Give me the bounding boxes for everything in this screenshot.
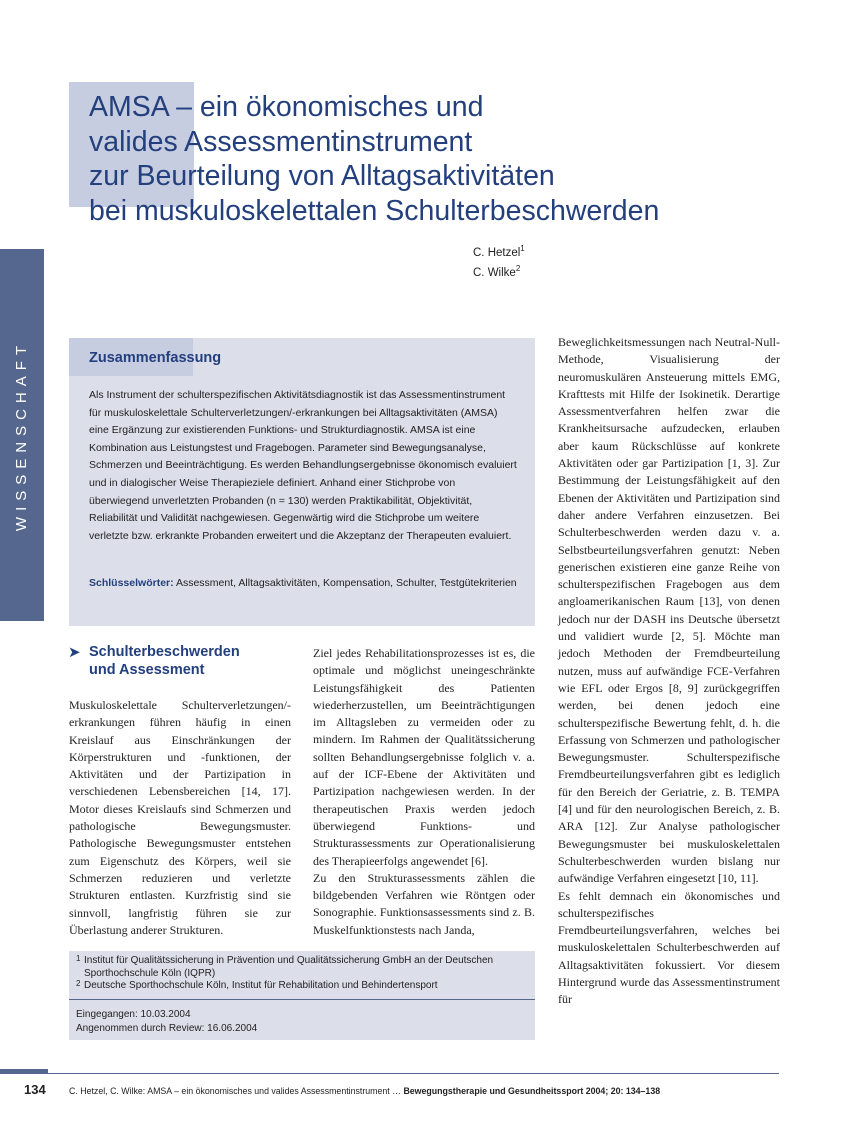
keywords	[89, 575, 517, 593]
side-tab-label-wrap	[0, 249, 44, 621]
body-paragraph: Es fehlt demnach ein ökonomisches und schulterspezifisches Fremdbeurteilungsverfahren, welches bei muskuloskelettalen Schulterbeschwerden auf Alltagsaktivitäten fokussiert. Vor diesem Hintergrund wurde das Assessmentinstrument für	[558, 888, 780, 1007]
footer-citation	[69, 1086, 660, 1096]
page-number: 134	[24, 1082, 46, 1097]
footer-accent-bar	[0, 1069, 48, 1074]
keywords-label: Schlüsselwörter:	[89, 577, 174, 589]
title-line: valides Assessmentinstrument	[89, 125, 473, 158]
title-line: AMSA – ein ökonomisches und	[89, 91, 484, 123]
abstract-body: Als Instrument der schulterspezifischen Aktivitätsdiagnostik ist das Assessmentinstrument für muskuloskelettale Schulterverletzungen/-erkrankungen bei Alltagsaktivitäten (AMSA) eine Ergänzung zur existierenden Funktions- und Strukturdiagnostik. AMSA ist eine Kombination aus Leistungstest und Fragebogen. Parameter sind Bewegungsanalyse, Schmerzen und Beeinträchtigung. Es werden Behandlungsergebnisse ökonomisch evaluiert und in dialogischer Weise Therapieziele definiert. Anhand einer Stichprobe von überwiegend unverletzten Probanden (n = 130) werden Praktikabilität, Objektivität, Reliabilität und Validität nachgewiesen. Gegenwärtig wird die Stichprobe um weitere verletzte bzw. erkrankte Probanden erweitert und die Akzeptanz der Therapeuten evaluiert.	[89, 389, 517, 542]
footer-rule	[0, 1073, 779, 1074]
body-paragraph: Ziel jedes Rehabilitationsprozesses ist es, die optimale und möglichst uneingeschränkte Leistungsfähigkeit des Patienten wiederherzustellen, um Beeinträchtigungen im Alltagsleben zu vermeiden oder zu mindern. Im Rahmen der Qualitätssicherung sollten Behandlungsergebnisse folglich v. a. auf der ICF-Ebene der Aktivitäten und Partizipation nachgewiesen werden. In der therapeutischen Praxis werden jedoch überwiegend Funktions- und Strukturassessments zur Operationalisierung des Therapieerfolgs angewendet [6].	[313, 646, 535, 868]
footnote-text: Institut für Qualitätssicherung in Prävention und Qualitätssicherung GmbH an der Deutschen Sporthochschule Köln (IQPR)	[84, 955, 494, 979]
footnote-number: 2	[76, 979, 81, 988]
side-tab-label: WISSENSCHAFT	[13, 339, 31, 531]
footnote-text: Deutsche Sporthochschule Köln, Institut für Rehabilitation und Behindertensport	[84, 980, 438, 991]
keywords-text: Assessment, Alltagsaktivitäten, Kompensation, Schulter, Testgütekriterien	[175, 577, 517, 589]
author	[473, 241, 525, 261]
received-date: Eingegangen: 10.03.2004	[76, 1009, 191, 1020]
title-line: bei muskuloskelettalen Schulterbeschwerden	[89, 194, 660, 227]
body-column-3	[558, 334, 780, 1009]
footnote-number: 1	[76, 954, 81, 963]
section-heading-line: und Assessment	[89, 662, 205, 678]
footnote-divider	[69, 999, 535, 1000]
body-paragraph: Zu den Strukturassessments zählen die bildgebenden Verfahren wie Röntgen oder Sonographie. Funktionsassessments sind z. B. Muskelfunktionstests nach Janda,	[313, 870, 535, 937]
article-title	[89, 90, 809, 228]
body-column-2	[313, 645, 535, 939]
citation-text: C. Hetzel, C. Wilke: AMSA – ein ökonomisches und valides Assessmentinstrument …	[69, 1086, 401, 1096]
abstract-heading: Zusammenfassung	[89, 350, 222, 366]
submission-dates	[76, 1008, 257, 1035]
section-heading	[89, 643, 299, 679]
author-affiliation: 1	[520, 244, 525, 253]
author-affiliation: 2	[515, 263, 521, 273]
author-name: C. Hetzel	[473, 246, 521, 259]
author	[473, 261, 525, 281]
author-list	[473, 241, 525, 281]
body-column-1	[69, 697, 291, 939]
section-heading-line: Schulterbeschwerden	[89, 644, 240, 660]
journal-reference: Bewegungstherapie und Gesundheitssport 2004; 20: 134–138	[403, 1086, 661, 1096]
title-line: zur Beurteilung von Alltagsaktivitäten	[89, 160, 555, 192]
author-name: C. Wilke	[473, 266, 516, 279]
body-paragraph: Muskuloskelettale Schulterverletzungen/-erkrankungen führen häufig in einen Kreislauf aus Einschränkungen der Körperstrukturen und -funktionen, der Aktivitäten und der Partizipation in verschiedenen Lebensbereichen [14, 17]. Motor dieses Kreislaufs sind Schmerzen und pathologische Bewegungsmuster. Pathologische Bewegungsmuster entstehen zum Eigenschutz des Körpers, weil sie Schmerzen reduzieren und verletzte Strukturen entlasten. Kurzfristig sind sie sinnvoll, langfristig führen sie zur Überlastung anderer Strukturen.	[69, 698, 291, 937]
body-paragraph-continued: Beweglichkeitsmessungen nach Neutral-Null-Methode, Visualisierung der neuromuskulären Ansteuerung mittels EMG, Krafttests mit Hilfe der Isokinetik. Derartige Assessmentverfahren helfen zwar die Krankheitsursache aufzudecken, erlauben aber kaum Rückschlüsse auf konkrete Aktivitäten oder gar Partizipation [1, 3]. Zur Bestimmung der Leistungsfähigkeit auf den Ebenen der Aktivitäten und Partizipation sind daher andere Verfahren einzusetzen. Bei Schulterbeschwerden werden dazu v. a. Selbstbeurteilungsverfahren genutzt: Neben generischen existieren eine ganze Reihe von schulterspezifischen Fragebogen aus dem angloamerikanischen Raum [13], von denen jedoch nur der DASH ins Deutsche übersetzt und validiert wurde [2, 5]. Möchte man jedoch Methoden der Fremdbeurteilung nutzen, muss auf aufwändige FCE-Verfahren wie EFL oder Ergos [8, 9] zurückgegriffen werden, bei denen jedoch eine schulterspezifische Bewertung fehlt, d. h. die Erfassung von Schmerzen und pathologischer Bewegungsmuster. Schulterspezifische Fremdbeurteilungsverfahren gibt es lediglich für den Bereich der Geriatrie, z. B. TEMPA [4] und für den neurologischen Bereich, z. B. ARA [12]. Zur Analyse pathologischer Bewegungsmuster bei muskuloskelettalen Schulterbeschwerden wurden bislang nur aufwändige Verfahren eingesetzt [10, 11].	[558, 335, 780, 886]
accepted-date: Angenommen durch Review: 16.06.2004	[76, 1022, 258, 1034]
section-arrow-icon: ➤	[68, 643, 81, 661]
